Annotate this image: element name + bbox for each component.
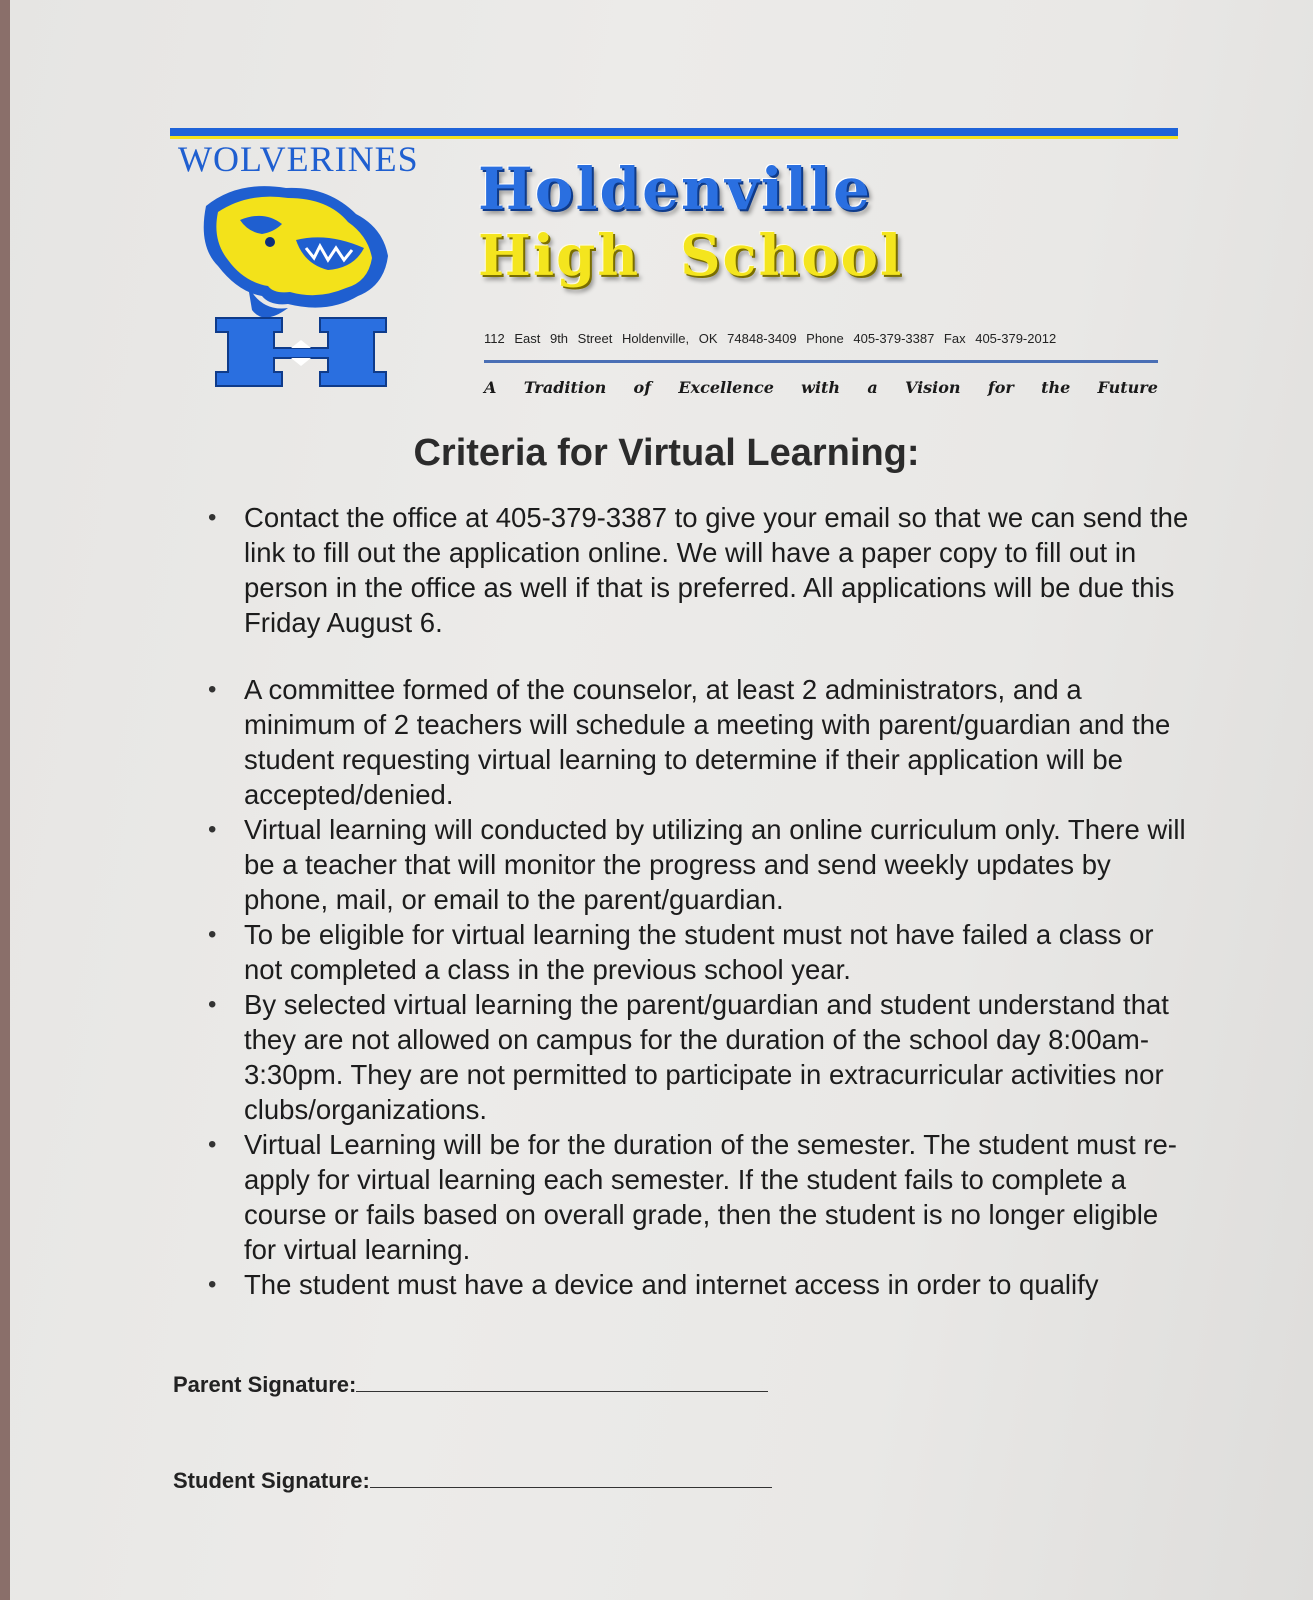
- page-title: Criteria for Virtual Learning:: [413, 432, 920, 474]
- header-top-rule: [170, 128, 1178, 136]
- parent-signature-label: Parent Signature:: [173, 1372, 357, 1397]
- address-rule: [484, 360, 1158, 363]
- motto-word: A: [484, 378, 497, 397]
- motto-word: a: [867, 378, 878, 397]
- criteria-item: • Contact the office at 405-379-3387 to give your email so that we can send the link to fill out the application online. We will have a paper copy to fill out in person in the office as well if that is preferred. All applications will be due this Friday August 6.: [200, 500, 1190, 640]
- criteria-list: [200, 500, 1190, 1302]
- motto-word: for: [987, 378, 1014, 397]
- criteria-item: • By selected virtual learning the parent/guardian and student understand that they are not allowed on campus for the duration of the school day 8:00am-3:30pm. They are not permitted to participate in extracurricular activities nor clubs/organizations.: [200, 987, 1190, 1127]
- student-signature-field[interactable]: [173, 1468, 772, 1494]
- motto-word: Vision: [904, 378, 961, 397]
- school-name-school: School: [680, 223, 904, 289]
- school-motto: [484, 378, 1158, 397]
- student-signature-label: Student Signature:: [173, 1468, 370, 1493]
- motto-word: Excellence: [678, 378, 774, 397]
- school-address: 112 East 9th Street Holdenville, OK 74848-3409 Phone 405-379-3387 Fax 405-379-2012: [484, 331, 1057, 346]
- school-name-high: High: [478, 223, 641, 289]
- criteria-item: • Virtual Learning will be for the duration of the semester. The student must re-apply for virtual learning each semester. If the student fails to complete a course or fails based on overall grade, then the student is no longer eligible for virtual learning.: [200, 1127, 1190, 1267]
- criteria-item: • The student must have a device and internet access in order to qualify: [200, 1267, 1190, 1302]
- document-page: [10, 0, 1313, 1600]
- motto-word: with: [801, 378, 841, 397]
- parent-signature-field[interactable]: [173, 1372, 768, 1398]
- motto-word: of: [633, 378, 652, 397]
- criteria-item: • To be eligible for virtual learning the student must not have failed a class or not completed a class in the previous school year.: [200, 917, 1190, 987]
- wolverine-head-icon: [204, 186, 388, 317]
- parent-signature-line[interactable]: [356, 1390, 768, 1392]
- criteria-item: • A committee formed of the counselor, at least 2 administrators, and a minimum of 2 teachers will schedule a meeting with parent/guardian and the student requesting virtual learning to determine if their application will be accepted/denied.: [200, 672, 1190, 812]
- school-name-line2: [478, 223, 904, 289]
- criteria-item: • Virtual learning will conducted by utilizing an online curriculum only. There will be a teacher that will monitor the progress and send weekly updates by phone, mail, or email to the parent/guardian.: [200, 812, 1190, 917]
- motto-word: Tradition: [523, 378, 607, 397]
- school-name-line1: Holdenville: [478, 155, 872, 223]
- student-signature-line[interactable]: [370, 1486, 772, 1488]
- h-letter-logo: [216, 318, 386, 386]
- motto-word: the: [1041, 378, 1071, 397]
- motto-word: Future: [1097, 378, 1158, 397]
- mascot-text: WOLVERINES: [178, 139, 419, 179]
